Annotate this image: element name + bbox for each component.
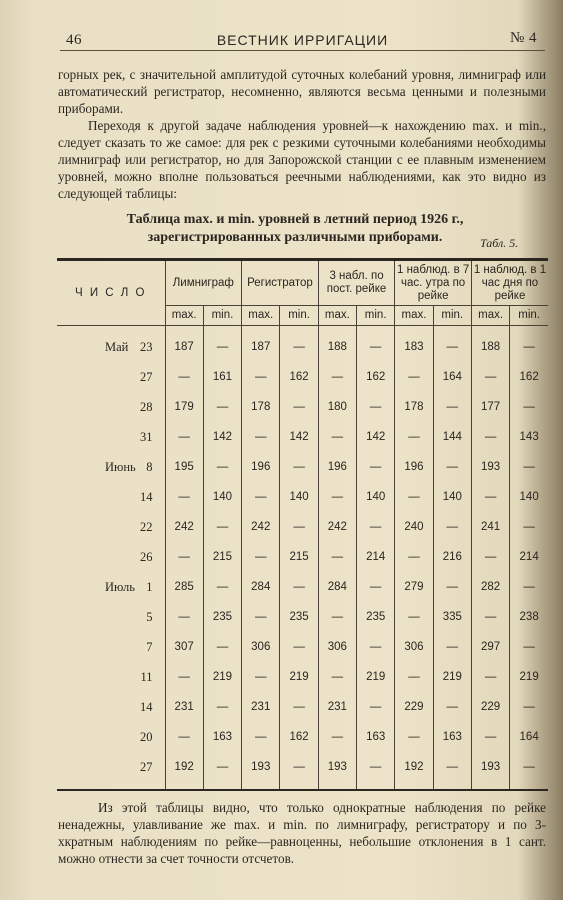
date-cell <box>57 392 165 422</box>
value-cell: — <box>242 482 280 512</box>
table-row <box>57 482 548 512</box>
value-cell: — <box>280 512 318 542</box>
value-cell: 178 <box>242 392 280 422</box>
value-cell: 179 <box>165 392 203 422</box>
table-title <box>60 211 530 247</box>
min-subheader: min. <box>357 306 395 326</box>
value-cell: — <box>203 392 241 422</box>
table-row <box>57 572 548 602</box>
paragraph-1: горных рек, с значительной амплитудой суточных колебаний уровня, лимниграф или автоматический регистратор, несомненно, являются весьма ценными и полезными приборами. <box>58 67 546 116</box>
value-cell: — <box>165 722 203 752</box>
value-cell: — <box>242 542 280 572</box>
value-cell: — <box>433 452 471 482</box>
table-label: Табл. 5. <box>480 236 519 250</box>
value-cell: — <box>433 332 471 362</box>
value-cell: — <box>280 632 318 662</box>
table-row <box>57 692 548 722</box>
value-cell: 140 <box>203 482 241 512</box>
value-cell: — <box>433 692 471 722</box>
min-subheader: min. <box>433 306 471 326</box>
value-cell: — <box>318 482 356 512</box>
value-cell: 144 <box>433 422 471 452</box>
value-cell: — <box>433 392 471 422</box>
date-cell <box>57 722 165 752</box>
value-cell: 238 <box>510 602 548 632</box>
value-cell: — <box>203 692 241 722</box>
value-cell: 196 <box>318 452 356 482</box>
group-header-3-obs: 3 набл. по пост. рейке <box>318 260 395 306</box>
value-cell: — <box>242 602 280 632</box>
value-cell: 143 <box>510 422 548 452</box>
value-cell: — <box>165 482 203 512</box>
group-header-registrator: Регистратор <box>242 260 319 306</box>
value-cell: 187 <box>165 332 203 362</box>
value-cell: 284 <box>242 572 280 602</box>
paragraph-2: Переходя к другой задаче наблюдения уровней—к нахождению max. и min., следует сказать то же самое: для рек с резкими суточными колебаниями необходимы лимниграф или регистратор, но для Запорожской станции с ее плавным изменением уровней, можно вполне пользоваться реечными наблюдениями, как это видно из следующей таблицы: <box>58 118 546 201</box>
value-cell: 219 <box>433 662 471 692</box>
value-cell: — <box>280 692 318 722</box>
value-cell: — <box>395 662 433 692</box>
value-cell: — <box>357 392 395 422</box>
table-row <box>57 662 548 692</box>
date-cell <box>57 422 165 452</box>
value-cell: 297 <box>471 632 509 662</box>
value-cell: — <box>165 662 203 692</box>
value-cell: 163 <box>357 722 395 752</box>
value-cell: 215 <box>203 542 241 572</box>
value-cell: — <box>395 482 433 512</box>
value-cell: — <box>203 332 241 362</box>
min-subheader: min. <box>510 306 548 326</box>
value-cell: 231 <box>242 692 280 722</box>
journal-title: ВЕСТНИК ИРРИГАЦИИ <box>216 32 389 48</box>
value-cell: — <box>510 392 548 422</box>
value-cell: 180 <box>318 392 356 422</box>
month-label: Июнь <box>105 459 136 474</box>
value-cell: — <box>203 572 241 602</box>
value-cell: — <box>357 332 395 362</box>
date-cell <box>57 482 165 512</box>
value-cell: — <box>510 752 548 782</box>
value-cell: 162 <box>357 362 395 392</box>
value-cell: 219 <box>357 662 395 692</box>
value-cell: 161 <box>203 362 241 392</box>
day-label: 20 <box>140 729 153 744</box>
value-cell: — <box>280 332 318 362</box>
day-label: 8 <box>146 459 153 474</box>
value-cell: 142 <box>357 422 395 452</box>
date-cell <box>57 542 165 572</box>
value-cell: — <box>510 632 548 662</box>
value-cell: — <box>471 722 509 752</box>
value-cell: — <box>395 362 433 392</box>
min-subheader: min. <box>280 306 318 326</box>
page-number: 46 <box>66 32 82 48</box>
value-cell: 216 <box>433 542 471 572</box>
date-cell <box>57 452 165 482</box>
value-cell: 193 <box>242 752 280 782</box>
table-title-line-2: зарегистрированных различными приборами. <box>147 230 443 245</box>
value-cell: — <box>510 452 548 482</box>
value-cell: 307 <box>165 632 203 662</box>
value-cell: — <box>395 602 433 632</box>
value-cell: — <box>471 602 509 632</box>
value-cell: — <box>357 512 395 542</box>
day-label: 5 <box>146 609 153 624</box>
value-cell: — <box>357 452 395 482</box>
date-cell <box>57 572 165 602</box>
value-cell: 164 <box>510 722 548 752</box>
value-cell: — <box>433 512 471 542</box>
value-cell: — <box>395 542 433 572</box>
max-subheader: max. <box>318 306 356 326</box>
value-cell: — <box>280 392 318 422</box>
value-cell: 231 <box>165 692 203 722</box>
value-cell: — <box>318 542 356 572</box>
value-cell: 140 <box>510 482 548 512</box>
value-cell: — <box>242 362 280 392</box>
group-header-limnigraph: Лимниграф <box>165 260 242 306</box>
value-cell: 193 <box>471 452 509 482</box>
value-cell: 306 <box>395 632 433 662</box>
value-cell: 306 <box>318 632 356 662</box>
day-label: 23 <box>140 339 153 354</box>
value-cell: 188 <box>318 332 356 362</box>
table-row <box>57 632 548 662</box>
value-cell: — <box>510 572 548 602</box>
value-cell: 242 <box>318 512 356 542</box>
value-cell: 235 <box>357 602 395 632</box>
value-cell: 178 <box>395 392 433 422</box>
value-cell: 219 <box>203 662 241 692</box>
value-cell: — <box>203 452 241 482</box>
value-cell: — <box>318 422 356 452</box>
value-cell: 163 <box>433 722 471 752</box>
value-cell: — <box>510 512 548 542</box>
value-cell: 235 <box>203 602 241 632</box>
value-cell: 279 <box>395 572 433 602</box>
value-cell: 242 <box>242 512 280 542</box>
value-cell: — <box>357 692 395 722</box>
value-cell: — <box>318 362 356 392</box>
value-cell: — <box>242 662 280 692</box>
value-cell: 229 <box>395 692 433 722</box>
value-cell: — <box>165 422 203 452</box>
table-row <box>57 722 548 752</box>
value-cell: — <box>471 422 509 452</box>
table-row <box>57 752 548 782</box>
table-row <box>57 392 548 422</box>
value-cell: — <box>510 332 548 362</box>
value-cell: 306 <box>242 632 280 662</box>
day-label: 14 <box>140 699 153 714</box>
table-row <box>57 362 548 392</box>
value-cell: 142 <box>203 422 241 452</box>
value-cell: 335 <box>433 602 471 632</box>
date-cell <box>57 692 165 722</box>
value-cell: — <box>280 752 318 782</box>
value-cell: — <box>165 542 203 572</box>
table-title-line-1: Таблица max. и min. уровней в летний период 1926 г., <box>126 212 464 227</box>
value-cell: — <box>471 542 509 572</box>
value-cell: — <box>357 752 395 782</box>
day-label: 27 <box>140 759 153 774</box>
date-cell <box>57 632 165 662</box>
day-label: 26 <box>140 549 153 564</box>
value-cell: 177 <box>471 392 509 422</box>
value-cell: — <box>357 632 395 662</box>
date-cell <box>57 752 165 782</box>
value-cell: 162 <box>280 722 318 752</box>
value-cell: 229 <box>471 692 509 722</box>
value-cell: — <box>165 362 203 392</box>
value-cell: 162 <box>510 362 548 392</box>
day-label: 28 <box>140 399 153 414</box>
value-cell: — <box>280 452 318 482</box>
value-cell: 219 <box>280 662 318 692</box>
table-row <box>57 452 548 482</box>
value-cell: 284 <box>318 572 356 602</box>
value-cell: 219 <box>510 662 548 692</box>
value-cell: — <box>203 752 241 782</box>
value-cell: 240 <box>395 512 433 542</box>
max-subheader: max. <box>242 306 280 326</box>
value-cell: 164 <box>433 362 471 392</box>
table-row <box>57 332 548 362</box>
value-cell: 282 <box>471 572 509 602</box>
day-label: 27 <box>140 369 153 384</box>
paragraph-3: Из этой таблицы видно, что только однократные наблюдения по рейке ненадежны, улавливание же max. и min. по лимниграфу, регистратору и по 3-хкратным наблюдениям по рейке—равноценны, небольшие отклонения в 1 сант. можно отнести за счет точности отсчетов. <box>58 800 546 866</box>
date-column-header: Ч И С Л О <box>57 260 165 326</box>
value-cell: 142 <box>280 422 318 452</box>
value-cell: 231 <box>318 692 356 722</box>
value-cell: 163 <box>203 722 241 752</box>
value-cell: 285 <box>165 572 203 602</box>
day-label: 31 <box>140 429 153 444</box>
value-cell: — <box>280 572 318 602</box>
group-header-7am: 1 наблюд. в 7 час. утра по рейке <box>395 260 472 306</box>
value-cell: 140 <box>433 482 471 512</box>
value-cell: 214 <box>510 542 548 572</box>
date-cell <box>57 512 165 542</box>
value-cell: 193 <box>318 752 356 782</box>
month-label: Июль <box>105 579 135 594</box>
value-cell: — <box>433 572 471 602</box>
value-cell: 140 <box>280 482 318 512</box>
value-cell: — <box>510 692 548 722</box>
table-row <box>57 422 548 452</box>
value-cell: — <box>471 662 509 692</box>
value-cell: 193 <box>471 752 509 782</box>
value-cell: — <box>242 422 280 452</box>
value-cell: 235 <box>280 602 318 632</box>
value-cell: — <box>203 632 241 662</box>
value-cell: — <box>395 722 433 752</box>
value-cell: — <box>433 752 471 782</box>
day-label: 22 <box>140 519 153 534</box>
date-cell <box>57 332 165 362</box>
value-cell: 195 <box>165 452 203 482</box>
value-cell: 192 <box>165 752 203 782</box>
day-label: 14 <box>140 489 153 504</box>
value-cell: 187 <box>242 332 280 362</box>
value-cell: 140 <box>357 482 395 512</box>
value-cell: — <box>471 362 509 392</box>
value-cell: 196 <box>395 452 433 482</box>
day-label: 1 <box>146 579 153 594</box>
day-label: 7 <box>146 639 153 654</box>
value-cell: — <box>471 482 509 512</box>
date-cell <box>57 662 165 692</box>
date-cell <box>57 602 165 632</box>
value-cell: — <box>433 632 471 662</box>
value-cell: 192 <box>395 752 433 782</box>
value-cell: — <box>318 722 356 752</box>
running-header <box>60 30 545 51</box>
value-cell: — <box>318 662 356 692</box>
issue-number: № 4 <box>509 30 537 46</box>
max-subheader: max. <box>471 306 509 326</box>
value-cell: 188 <box>471 332 509 362</box>
value-cell: 196 <box>242 452 280 482</box>
max-subheader: max. <box>395 306 433 326</box>
value-cell: — <box>395 422 433 452</box>
value-cell: 214 <box>357 542 395 572</box>
levels-table <box>57 258 548 791</box>
value-cell: 242 <box>165 512 203 542</box>
value-cell: — <box>165 602 203 632</box>
value-cell: 241 <box>471 512 509 542</box>
value-cell: — <box>318 602 356 632</box>
value-cell: — <box>203 512 241 542</box>
value-cell: 215 <box>280 542 318 572</box>
group-header-1pm: 1 наблюд. в 1 час дня по рейке <box>471 260 548 306</box>
value-cell: 183 <box>395 332 433 362</box>
month-label: Май <box>105 339 129 354</box>
max-subheader: max. <box>165 306 203 326</box>
table-row <box>57 542 548 572</box>
table-row <box>57 512 548 542</box>
value-cell: — <box>242 722 280 752</box>
day-label: 11 <box>140 669 153 684</box>
value-cell: — <box>357 572 395 602</box>
min-subheader: min. <box>203 306 241 326</box>
value-cell: 162 <box>280 362 318 392</box>
date-cell <box>57 362 165 392</box>
table-row <box>57 602 548 632</box>
